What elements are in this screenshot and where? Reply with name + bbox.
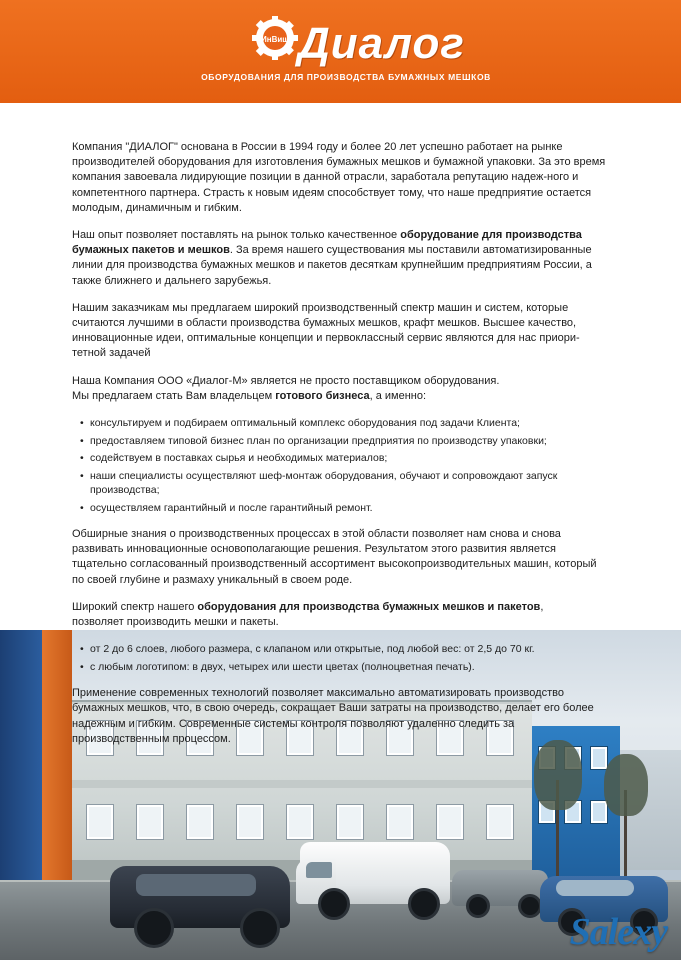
window <box>186 804 214 840</box>
paragraph-experience <box>72 228 606 289</box>
list-item: • содействуем в поставках сырья и необходимых материалов; <box>78 451 606 466</box>
header-inner <box>0 0 681 103</box>
photo-blue-wall <box>0 630 42 882</box>
wheel <box>318 888 350 920</box>
wheel <box>408 888 440 920</box>
wheel <box>518 894 542 918</box>
para6-line2: позволяет производить мешки и пакеты. <box>72 616 279 629</box>
wheel <box>466 894 490 918</box>
window <box>86 804 114 840</box>
paragraph-company <box>72 374 606 404</box>
list-item: • с любым логотипом: в двух, четырех или шести цветах (полноцветная печать). <box>78 660 606 675</box>
document-body <box>72 140 606 759</box>
window <box>286 804 314 840</box>
photo-van-window <box>306 862 332 878</box>
para4-text-1: Мы предлагаем стать Вам владельцем <box>72 389 276 402</box>
paragraph-range <box>72 600 606 630</box>
photo-suv-window <box>136 874 256 896</box>
window <box>136 804 164 840</box>
window <box>436 804 464 840</box>
photo-building-band <box>62 780 532 788</box>
specs-list <box>78 642 606 674</box>
brand-tagline: ОБОРУДОВАНИЯ ДЛЯ ПРОИЗВОДСТВА БУМАЖНЫХ МЕШКОВ <box>201 72 491 82</box>
para4-highlight: готового бизнеса <box>275 389 370 402</box>
list-item <box>78 469 606 498</box>
para4-line1: Наша Компания ООО «Диалог-М» является не просто поставщиком оборудования. <box>72 374 500 387</box>
watermark: Salexy <box>569 911 667 953</box>
para6-highlight: оборудования для производства бумажных мешков и пакетов <box>197 600 541 613</box>
list-item: • консультируем и подбираем оптимальный комплекс оборудования под задачи Клиента; <box>78 416 606 431</box>
wheel <box>134 908 174 948</box>
wheel <box>240 908 280 948</box>
list-item: • осуществляем гарантийный и после гарантийный ремонт. <box>78 501 606 516</box>
para2-highlight: оборудование для производства бумажных пакетов и мешков <box>72 229 582 257</box>
window <box>486 804 514 840</box>
services-list <box>78 416 606 515</box>
tree <box>604 754 648 816</box>
window <box>386 804 414 840</box>
window <box>336 804 364 840</box>
list-item-main: наши специалисты осуществляют шеф-монтаж оборудования, обучают и сопровождают запуск производства; <box>90 469 558 497</box>
window <box>236 804 264 840</box>
para2-text-1: Наш опыт позволяет поставлять на рынок только качественное <box>72 229 401 242</box>
photo-car-blue-window <box>556 880 634 896</box>
company-logo <box>180 14 510 92</box>
para6-text-2: , <box>540 600 544 613</box>
paragraph-offering: Нашим заказчикам мы предлагаем широкий производственный спектр машин и систем, которые считаются лучшими в области производства бумажных мешков, крафт мешков. Высшее качество, инновационные идеи, оптимальные концепции и первоклассный сервис являются для нас приори-тетной задачей <box>72 301 580 360</box>
para4-text-2: , а именно: <box>369 389 427 402</box>
paragraph-technology: Применение современных технологий позволяет максимально автоматизировать производство бумажных мешков, что, в свою очередь, сокращает Ваши затраты на производство, делает его более надежным и гибким. Современные системы контроля позволяют удаленно следить за производственным процессом. <box>72 687 594 745</box>
para6-text-1: Широкий спектр нашего <box>72 600 198 613</box>
logo-inner-text: ИнВиш <box>261 35 289 44</box>
list-item: • от 2 до 6 слоев, любого размера, с клапаном или открытые, под любой вес: от 2,5 до 70 кг. <box>78 642 606 657</box>
window <box>590 800 608 824</box>
list-item: • предоставляем типовой бизнес план по организации предприятия по производству упаковки; <box>78 434 606 449</box>
para2-text-2: . За время нашего существования мы поставили автоматизированные линии для производства бумажных мешков и пакетов десяткам крупнейшим предприятиям России, а также ближнего и дальнего зарубежья. <box>72 244 592 287</box>
paragraph-intro: Компания "ДИАЛОГ" основана в России в 1994 году и более 20 лет успешно работает на рынке производителей оборудования для изготовления бумажных мешков и бумажной упаковки. За это время компания завоевала лидирующие позиции в данной отрасли, заработала репутацию надеж-ного и компетентного партнера. Страсть к новым идеям способствует тому, что наше предприятие остается молодым, динамичным и гибким. <box>72 141 606 214</box>
brand-name: Диалог <box>298 19 465 68</box>
paragraph-knowledge: Обширные знания о производственных процессах в этой области позволяет нам снова и снова развивать инновационные основополагающие решения. Результатом этого развития является тщательно согласованный производственный ассортимент высокопроизводительных машин, который по своей глубине и размаху уникальный в своем роде. <box>72 528 597 586</box>
page-header <box>0 0 681 103</box>
